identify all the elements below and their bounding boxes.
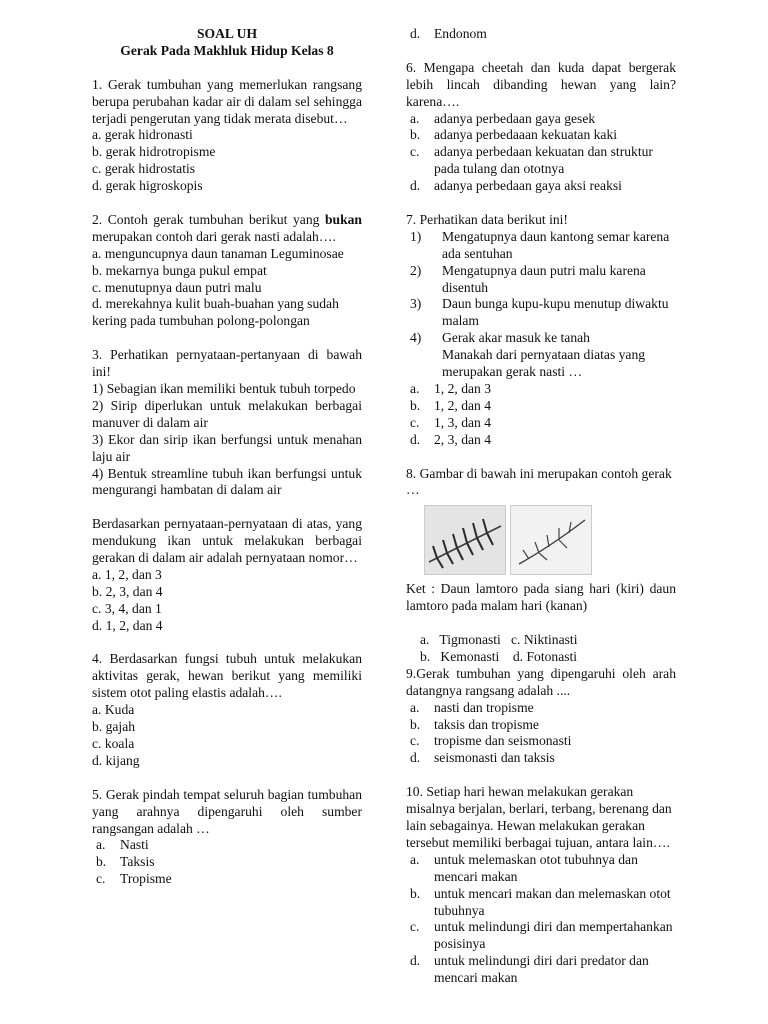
option: d. 1, 2, dan 4 <box>92 617 163 633</box>
option: d. merekahnya kulit buah-buahan yang sudah kering pada tumbuhan polong-polongan <box>92 296 339 329</box>
statement: 3) Ekor dan sirip ikan berfungsi untuk menahan laju air <box>92 431 362 464</box>
data-item: 3) Daun bunga kupu-kupu menutup diwaktu malam <box>410 296 669 329</box>
emphasis-word: bukan <box>324 211 362 227</box>
question-4 <box>92 651 362 769</box>
option: d. 2, 3, dan 4 <box>410 431 492 447</box>
question-stem: 7. Perhatikan data berikut ini! <box>406 211 568 227</box>
option: c. adanya perbedaan kekuatan dan struktur pada tulang dan ototnya <box>410 144 653 177</box>
leaf-figure <box>424 505 676 575</box>
question-stem: 9.Gerak tumbuhan yang dipengaruhi oleh arah datangnya rangsang adalah .... <box>406 665 676 698</box>
option: c. tropisme dan seismonasti <box>410 733 572 749</box>
question-stem: 2. Contoh gerak tumbuhan berikut yang bukan merupakan contoh dari gerak nasti adalah…. <box>92 211 362 244</box>
option-row: b. Kemonasti d. Fotonasti <box>420 648 578 664</box>
question-stem: 8. Gambar di bawah ini merupakan contoh gerak … <box>406 465 672 498</box>
question-stem: 3. Perhatikan pernyataan-pertanyaan di bawah ini! <box>92 347 362 380</box>
question-stem: 4. Berdasarkan fungsi tubuh untuk melakukan aktivitas gerak, hewan berikut yang memiliki sistem otot paling elastis adalah…. <box>92 651 362 701</box>
option: b. taksis dan tropisme <box>410 716 539 732</box>
option: a. untuk melemaskan otot tubuhnya dan mencari makan <box>410 851 638 884</box>
option: b. Taksis <box>96 854 155 870</box>
option: b. untuk mencari makan dan melemaskan otot tubuhnya <box>410 885 671 918</box>
data-item: 2) Mengatupnya daun putri malu karena disentuh <box>410 262 646 295</box>
option: d. untuk melindungi diri dari predator dan mencari makan <box>410 953 649 986</box>
option: b. gerak hidrotropisme <box>92 144 216 160</box>
option: b. adanya perbedaaan kekuatan kaki <box>410 127 618 143</box>
page-title: SOAL UH <box>196 26 258 41</box>
option: a. gerak hidronasti <box>92 127 193 143</box>
option: c. Tropisme <box>96 871 172 887</box>
page-subtitle: Gerak Pada Makhluk Hidup Kelas 8 <box>120 42 334 58</box>
question-stem: 1. Gerak tumbuhan yang memerlukan rangsang berupa perubahan kadar air di dalam sel sehingga terjadi pengerutan yang tidak merata disebut… <box>92 76 362 126</box>
figure-caption: Ket : Daun lamtoro pada siang hari (kiri) daun lamtoro pada malam hari (kanan) <box>406 581 676 614</box>
option: b. 2, 3, dan 4 <box>92 583 163 599</box>
question-text: Berdasarkan pernyataan-pernyataan di atas, yang mendukung ikan untuk melakukan berbagai gerakan di dalam air adalah pernyataan nomor… <box>92 516 362 566</box>
option: a. adanya perbedaan gaya gesek <box>410 110 596 126</box>
question-7 <box>406 212 676 449</box>
option: a. Kuda <box>92 702 135 718</box>
option: a. Nasti <box>96 837 149 853</box>
option: d. gerak higroskopis <box>92 178 203 194</box>
left-column <box>92 26 362 888</box>
question-stem: 10. Setiap hari hewan melakukan gerakan misalnya berjalan, berlari, terbang, berenang dan lain sebagainya. Hewan melakukan gerakan tersebut memiliki berbagai tujuan, antara lain…. <box>406 784 672 850</box>
option: c. menutupnya daun putri malu <box>92 279 262 295</box>
option: a. 1, 2, dan 3 <box>92 566 162 582</box>
lamtoro-day-photo <box>424 505 506 575</box>
data-item: 4) Gerak akar masuk ke tanah <box>410 330 590 346</box>
option: c. untuk melindungi diri dan mempertahankan posisinya <box>410 919 673 952</box>
statement: 1) Sebagian ikan memiliki bentuk tubuh torpedo <box>92 380 356 396</box>
option: b. gajah <box>92 719 136 735</box>
option-row: a. Tigmonasti c. Niktinasti <box>420 632 578 648</box>
question-text: Manakah dari pernyataan diatas yang merupakan gerak nasti … <box>442 347 646 380</box>
option: a. nasti dan tropisme <box>410 699 534 715</box>
option: a. 1, 2, dan 3 <box>410 381 492 396</box>
option: c. 1, 3, dan 4 <box>410 414 492 430</box>
option: c. gerak hidrostatis <box>92 161 196 177</box>
statement: 2) Sirip diperlukan untuk melakukan berbagai manuver di dalam air <box>92 397 362 430</box>
question-1 <box>92 77 362 195</box>
option: d. adanya perbedaan gaya aksi reaksi <box>410 178 622 194</box>
option: a. menguncupnya daun tanaman Leguminosae <box>92 245 344 261</box>
option: b. mekarnya bunga pukul empat <box>92 262 267 278</box>
question-6 <box>406 60 676 195</box>
question-3 <box>92 347 362 634</box>
question-10 <box>406 784 676 987</box>
question-5 <box>92 787 362 888</box>
question-9 <box>406 666 676 767</box>
option: b. 1, 2, dan 4 <box>410 397 492 413</box>
question-2 <box>92 212 362 330</box>
lamtoro-night-photo <box>510 505 592 575</box>
option: c. 3, 4, dan 1 <box>92 600 162 616</box>
question-8 <box>406 466 676 666</box>
data-item: 1) Mengatupnya daun kantong semar karena ada sentuhan <box>410 228 670 261</box>
option: c. koala <box>92 735 135 751</box>
option: d. seismonasti dan taksis <box>410 750 555 766</box>
statement: 4) Bentuk streamline tubuh ikan berfungsi untuk mengurangi hambatan di dalam air <box>92 465 362 498</box>
question-stem: 5. Gerak pindah tempat seluruh bagian tumbuhan yang arahnya dipengaruhi oleh sumber rangsangan adalah … <box>92 786 362 836</box>
right-column <box>406 26 676 987</box>
option: d. Endonom <box>410 26 487 41</box>
option: d. kijang <box>92 752 140 768</box>
question-stem: 6. Mengapa cheetah dan kuda dapat bergerak lebih lincah dibanding hewan yang lain? karena…. <box>406 59 676 109</box>
